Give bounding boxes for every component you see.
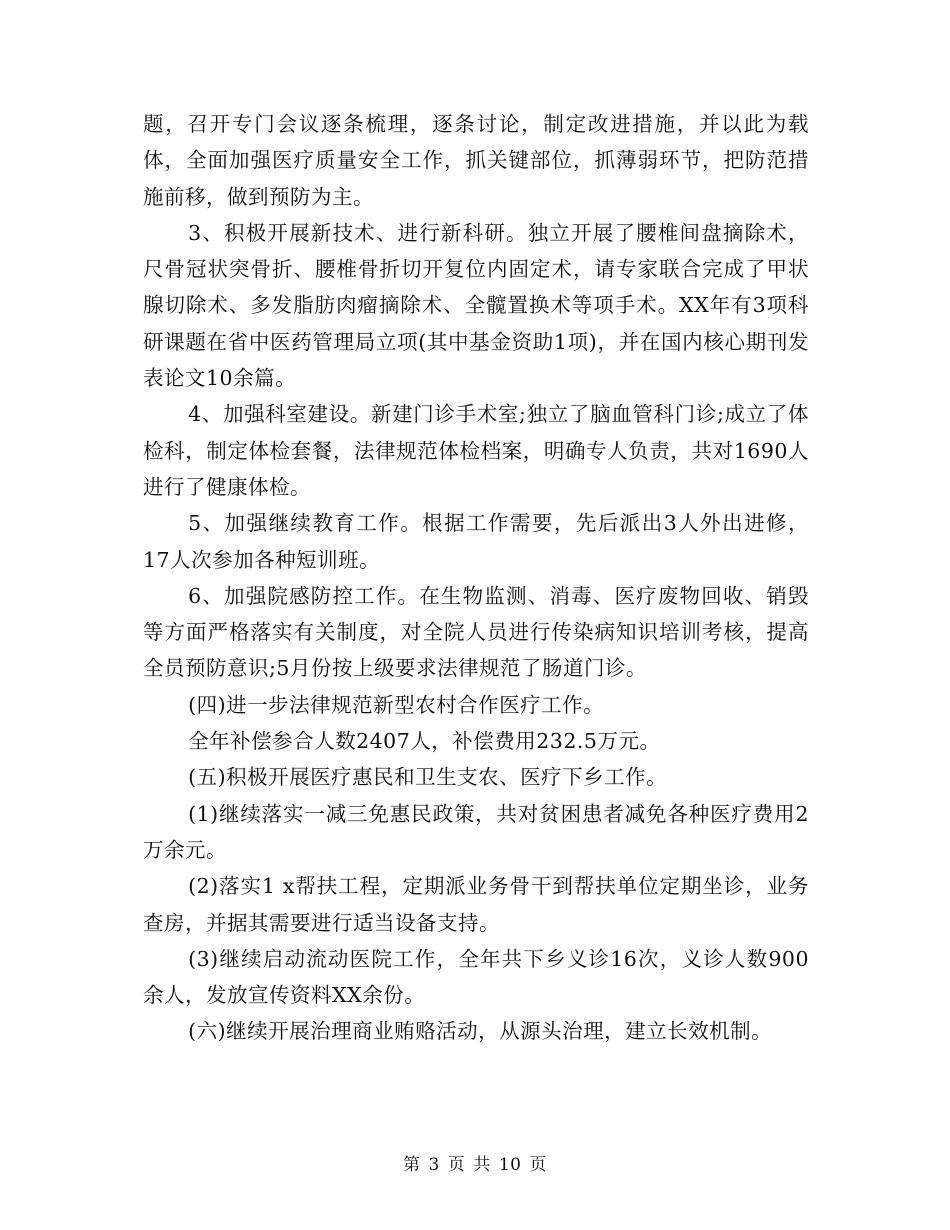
footer-prefix: 第	[403, 1155, 421, 1175]
footer-total-pages: 10	[498, 1155, 522, 1175]
paragraph-department-building: 4、加强科室建设。新建门诊手术室;独立了脑血管科门诊;成立了体检科，制定体检套餐，法律规范体检档案，明确专人负责，共对1690人进行了健康体检。	[143, 402, 809, 499]
page-footer	[0, 1153, 950, 1177]
document-body	[143, 106, 809, 1050]
paragraph-continuation: 题，召开专门会议逐条梳理，逐条讨论，制定改进措施，并以此为载体，全面加强医疗质量安全工作，抓关键部位，抓薄弱环节，把防范措施前移，做到预防为主。	[143, 112, 809, 209]
footer-suffix: 页	[529, 1155, 547, 1175]
paragraph-continuing-education: 5、加强继续教育工作。根据工作需要，先后派出3人外出进修，17人次参加各种短训班。	[143, 511, 809, 572]
footer-current-page: 3	[428, 1155, 440, 1175]
section-heading-medical-outreach: (五)积极开展医疗惠民和卫生支农、医疗下乡工作。	[188, 765, 668, 790]
footer-page-word: 页	[447, 1155, 466, 1175]
paragraph-fee-reduction: (1)继续落实一减三免惠民政策，共对贫困患者减免各种医疗费用2万余元。	[143, 801, 809, 862]
paragraph-compensation: 全年补偿参合人数2407人，补偿费用232.5万元。	[188, 729, 661, 754]
section-heading-anti-bribery: (六)继续开展治理商业贿赂活动，从源头治理，建立长效机制。	[188, 1019, 773, 1044]
paragraph-new-technology: 3、积极开展新技术、进行新科研。独立开展了腰椎间盘摘除术，尺骨冠状突骨折、腰椎骨折切开复位内固定术，请专家联合完成了甲状腺切除术、多发脂肪肉瘤摘除术、全髋置换术等项手术。XX年有3项科研课题在省中医药管理局立项(其中基金资助1项)，并在国内核心期刊发表论文10余篇。	[143, 220, 809, 391]
section-heading-rural-cooperative: (四)进一步法律规范新型农村合作医疗工作。	[188, 692, 605, 717]
footer-total-word: 共	[473, 1155, 491, 1175]
paragraph-mobile-hospital: (3)继续启动流动医院工作，全年共下乡义诊16次，义诊人数900余人，发放宣传资料XX余份。	[143, 946, 809, 1008]
paragraph-assistance-project: (2)落实1 x帮扶工程，定期派业务骨干到帮扶单位定期坐诊，业务查房，并据其需要进行适当设备支持。	[143, 874, 809, 935]
paragraph-infection-control: 6、加强院感防控工作。在生物监测、消毒、医疗废物回收、销毁等方面严格落实有关制度，对全院人员进行传染病知识培训考核，提高全员预防意识;5月份按上级要求法律规范了肠道门诊。	[143, 583, 809, 681]
